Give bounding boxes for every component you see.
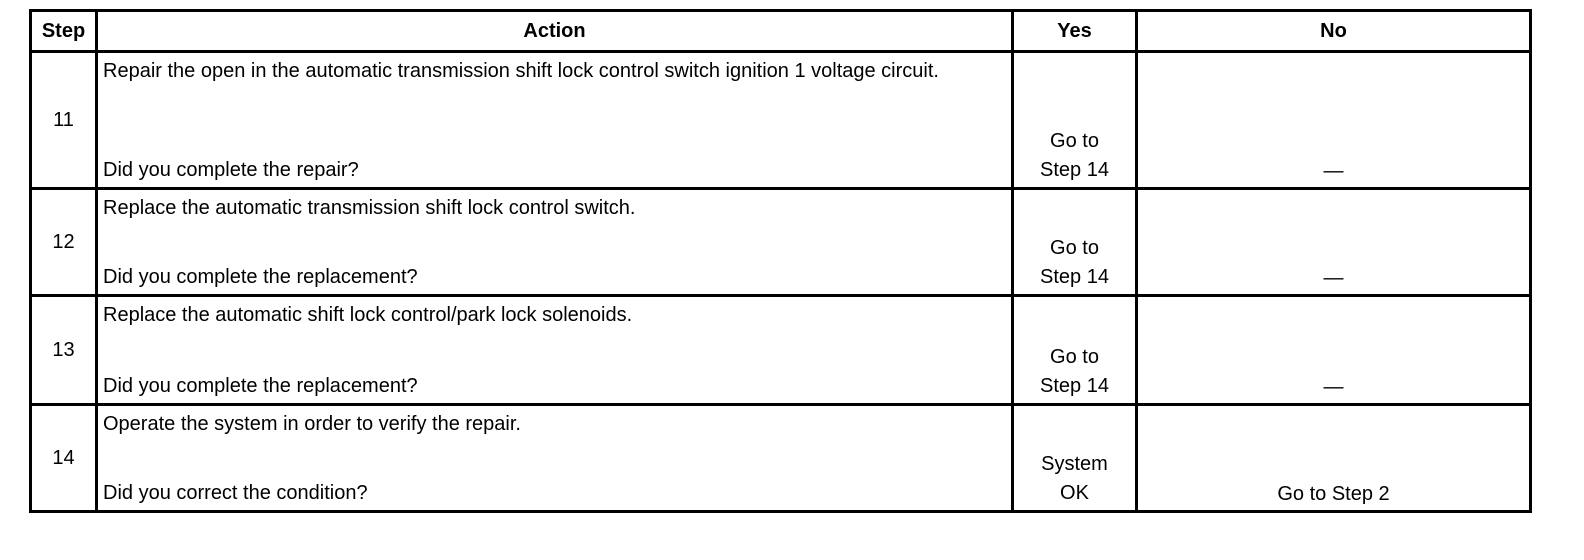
question-text: Did you complete the replacement? xyxy=(103,266,418,288)
question-text: Did you complete the replacement? xyxy=(103,375,418,397)
question-text: Did you complete the repair? xyxy=(103,159,359,181)
action-text: Operate the system in order to verify the repair. xyxy=(103,413,521,435)
yes-text: System OK xyxy=(1041,453,1108,504)
yes-text: Go to Step 14 xyxy=(1040,237,1109,288)
no-cell: — xyxy=(1137,52,1531,189)
step-number: 13 xyxy=(31,296,97,405)
table-header-row xyxy=(31,11,1531,52)
action-text: Repair the open in the automatic transmission shift lock control switch ignition 1 voltage circuit. xyxy=(103,60,939,82)
header-yes: Yes xyxy=(1013,11,1137,52)
yes-text: Go to Step 14 xyxy=(1040,130,1109,181)
diagnostic-table xyxy=(29,9,1532,513)
table-row xyxy=(31,189,1531,296)
header-no: No xyxy=(1137,11,1531,52)
action-text: Replace the automatic shift lock control/park lock solenoids. xyxy=(103,304,633,326)
step-number: 12 xyxy=(31,189,97,296)
yes-cell xyxy=(1013,189,1137,296)
action-text: Replace the automatic transmission shift lock control switch. xyxy=(103,197,636,219)
table-row xyxy=(31,405,1531,512)
action-cell xyxy=(97,405,1013,512)
question-text: Did you correct the condition? xyxy=(103,482,368,504)
no-cell: — xyxy=(1137,189,1531,296)
action-cell xyxy=(97,296,1013,405)
yes-text: Go to Step 14 xyxy=(1040,346,1109,397)
table-row xyxy=(31,52,1531,189)
yes-cell xyxy=(1013,296,1137,405)
yes-cell xyxy=(1013,52,1137,189)
header-action: Action xyxy=(97,11,1013,52)
yes-cell xyxy=(1013,405,1137,512)
action-cell xyxy=(97,52,1013,189)
action-cell xyxy=(97,189,1013,296)
step-number: 14 xyxy=(31,405,97,512)
table-row xyxy=(31,296,1531,405)
no-cell: Go to Step 2 xyxy=(1137,405,1531,512)
header-step: Step xyxy=(31,11,97,52)
no-cell: — xyxy=(1137,296,1531,405)
step-number: 11 xyxy=(31,52,97,189)
